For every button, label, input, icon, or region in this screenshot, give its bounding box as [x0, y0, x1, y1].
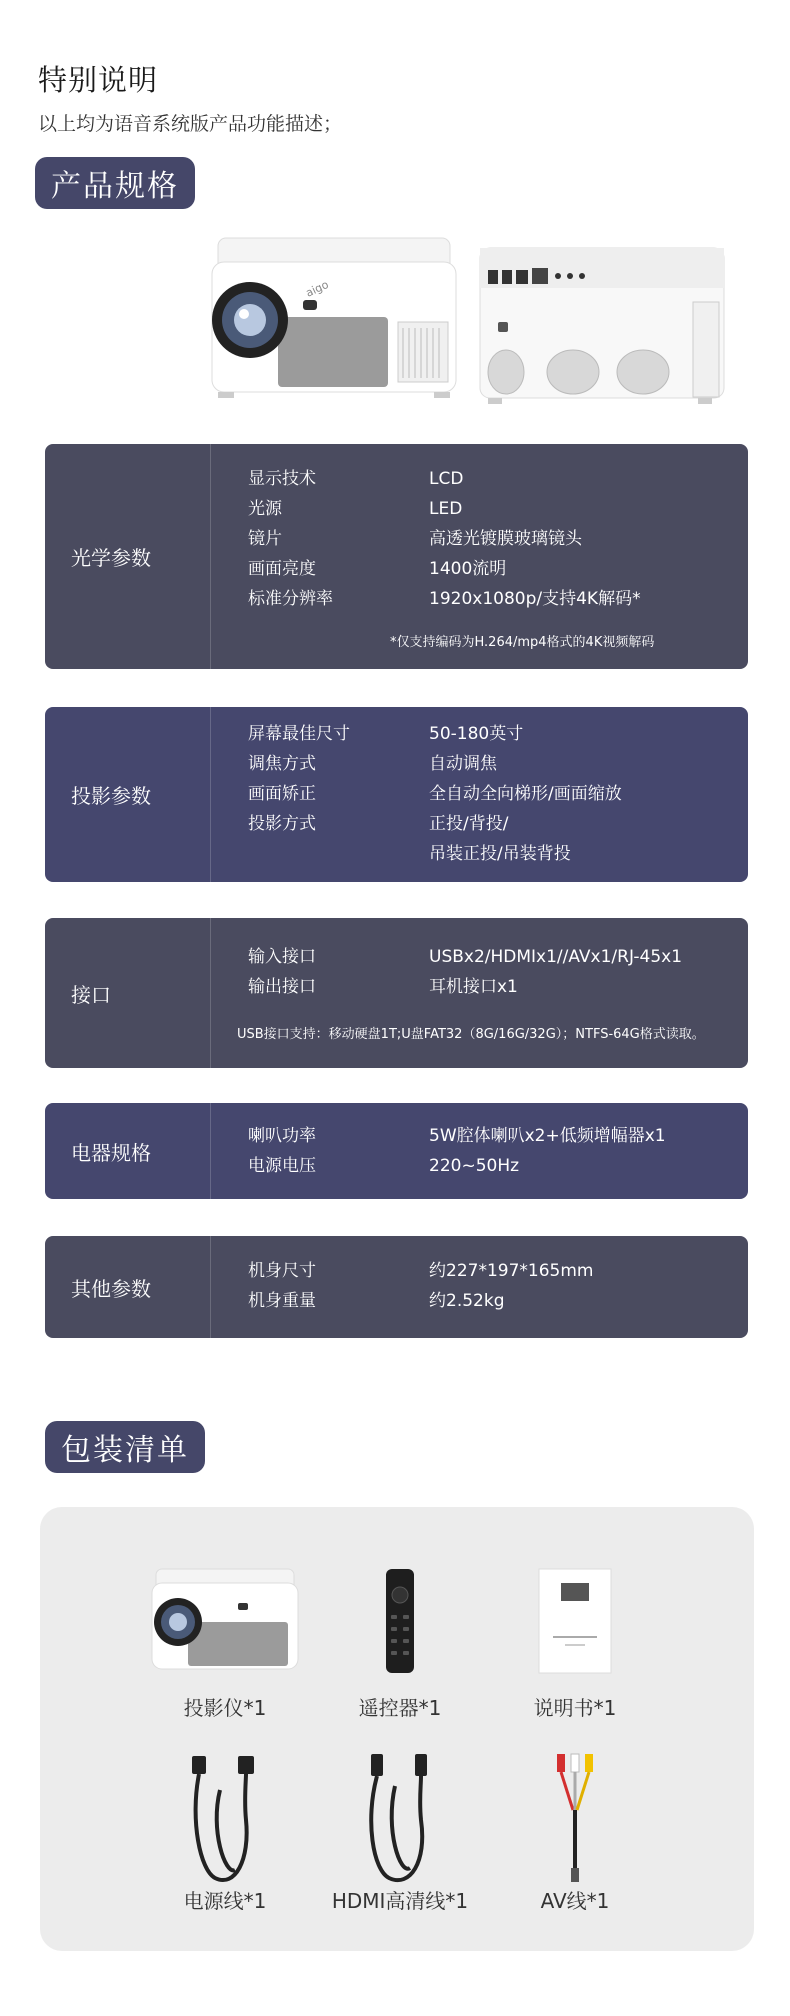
pack-item-label: 遥控器*1 [358, 1696, 442, 1720]
pack-item-hdmi-cable [305, 1750, 495, 1930]
pack-item-manual [480, 1567, 670, 1727]
spec-key: 机身尺寸 [248, 1261, 316, 1281]
spec-table-electrical [45, 1103, 748, 1199]
section-label-specs: 产品规格 [35, 157, 195, 209]
spec-table-interface [45, 918, 748, 1068]
spec-value: 自动调焦 [429, 754, 497, 774]
remote-icon [380, 1567, 420, 1677]
spec-value: 全自动全向梯形/画面缩放 [429, 784, 622, 804]
spec-row [248, 1286, 593, 1316]
spec-row [248, 554, 641, 584]
pack-item-remote [305, 1567, 495, 1727]
special-note-subtitle: 以上均为语音系统版产品功能描述； [38, 113, 343, 135]
pack-item-label: 投影仪*1 [183, 1696, 267, 1720]
section-label-packing: 包装清单 [45, 1421, 205, 1473]
spec-key: 输入接口 [248, 947, 316, 967]
spec-category: 电器规格 [45, 1103, 211, 1199]
spec-key [248, 839, 429, 869]
spec-value: LED [429, 499, 463, 519]
spec-row [248, 779, 622, 809]
spec-key: 输出接口 [248, 977, 316, 997]
spec-row [248, 809, 622, 839]
spec-value: 5W腔体喇叭x2+低频增幅器x1 [429, 1126, 666, 1146]
spec-key: 屏幕最佳尺寸 [248, 724, 350, 744]
spec-value: 高透光镀膜玻璃镜头 [429, 529, 582, 549]
spec-category: 光学参数 [45, 444, 211, 669]
spec-category: 接口 [45, 918, 211, 1068]
spec-value: USBx2/HDMIx1//AVx1/RJ-45x1 [429, 947, 683, 967]
spec-note: USB接口支持：移动硬盘1T;U盘FAT32（8G/16G/32G）；NTFS-64G格式读取。 [237, 1027, 705, 1042]
pack-item-label: 说明书*1 [533, 1696, 617, 1720]
spec-row [248, 1256, 593, 1286]
spec-value: 220~50Hz [429, 1156, 520, 1176]
hdmi-cable-icon [355, 1750, 445, 1890]
pack-item-power-cable [130, 1750, 320, 1930]
spec-key: 电源电压 [248, 1156, 316, 1176]
spec-value: 约2.52kg [429, 1291, 505, 1311]
spec-key: 镜片 [248, 529, 282, 549]
spec-key: 调焦方式 [248, 754, 316, 774]
spec-table-other [45, 1236, 748, 1338]
special-note [38, 58, 342, 136]
packing-list [40, 1507, 754, 1951]
spec-value: 吊装正投/吊装背投 [429, 844, 571, 864]
spec-value: LCD [429, 469, 464, 489]
spec-row [248, 584, 641, 614]
spec-key: 标准分辨率 [248, 589, 333, 609]
pack-item-projector [130, 1567, 320, 1727]
spec-row [248, 972, 682, 1002]
special-note-title: 特别说明 [38, 63, 159, 97]
spec-key: 机身重量 [248, 1291, 316, 1311]
pack-item-av-cable [480, 1750, 670, 1930]
power-cable-icon [180, 1750, 270, 1890]
front-brand: aigo [303, 277, 331, 300]
spec-table-projection [45, 707, 748, 882]
spec-row [248, 1121, 666, 1151]
spec-value: 1920x1080p/支持4K解码* [429, 589, 641, 609]
spec-row [248, 749, 622, 779]
av-cable-icon [545, 1750, 605, 1890]
spec-key: 光源 [248, 499, 282, 519]
spec-key: 画面矫正 [248, 784, 316, 804]
spec-row [248, 719, 622, 749]
spec-category: 其他参数 [45, 1236, 211, 1338]
spec-table-optical [45, 444, 748, 669]
spec-key: 投影方式 [248, 814, 316, 834]
spec-note: *仅支持编码为H.264/mp4格式的4K视频解码 [390, 635, 655, 650]
spec-row [248, 839, 622, 869]
spec-value: 耳机接口x1 [429, 977, 518, 997]
spec-value: 1400流明 [429, 559, 507, 579]
spec-value: 50-180英寸 [429, 724, 524, 744]
spec-key: 喇叭功率 [248, 1126, 316, 1146]
spec-row [248, 1151, 666, 1181]
spec-row [248, 524, 641, 554]
manual-icon [537, 1567, 613, 1677]
pack-item-label: AV线*1 [540, 1889, 610, 1913]
spec-key: 显示技术 [248, 469, 316, 489]
projector-back-image [478, 242, 728, 422]
pack-item-label: 电源线*1 [183, 1889, 267, 1913]
spec-row [248, 494, 641, 524]
spec-value: 约227*197*165mm [429, 1261, 594, 1281]
spec-category: 投影参数 [45, 707, 211, 882]
projector-front-image [208, 232, 460, 422]
spec-row [248, 464, 641, 494]
spec-row [248, 942, 682, 972]
projector-icon [150, 1567, 300, 1677]
spec-value: 正投/背投/ [429, 814, 509, 834]
spec-key: 画面亮度 [248, 559, 316, 579]
pack-item-label: HDMI高清线*1 [331, 1889, 469, 1913]
